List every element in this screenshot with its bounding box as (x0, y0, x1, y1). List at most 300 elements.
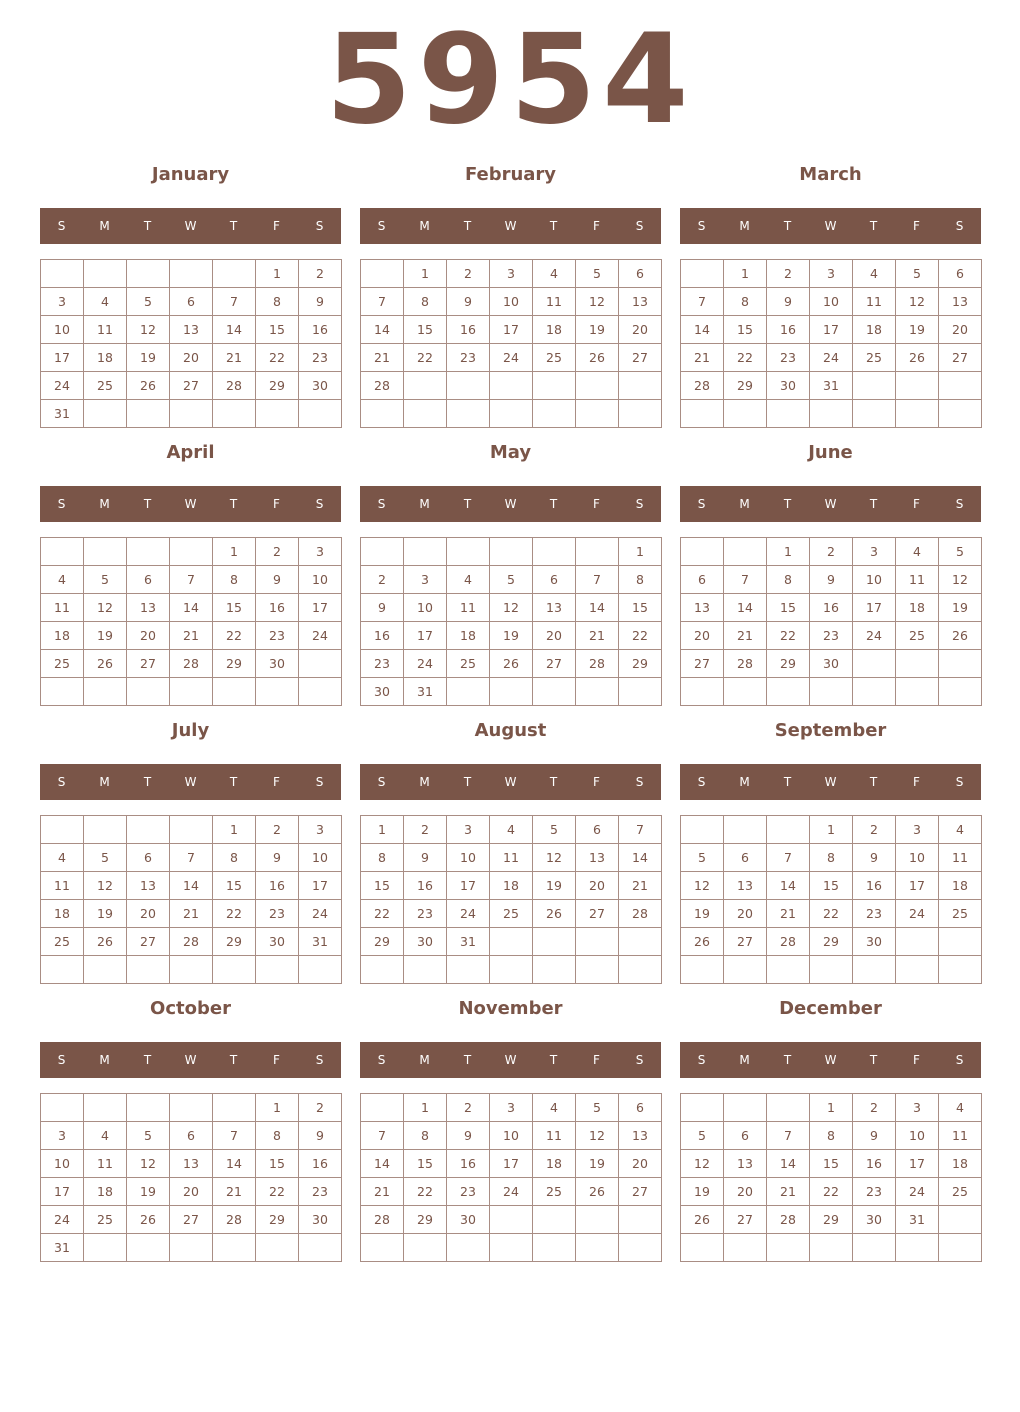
day-cell: 1 (810, 816, 853, 844)
day-cell (170, 260, 213, 288)
day-cell: 8 (619, 566, 662, 594)
weekday-label: T (229, 219, 238, 233)
weekday-header (40, 1042, 341, 1078)
day-cell: 23 (404, 900, 447, 928)
day-cell: 4 (853, 260, 896, 288)
day-cell: 1 (213, 816, 256, 844)
day-cell: 20 (127, 622, 170, 650)
day-cell (853, 956, 896, 984)
day-cell (213, 956, 256, 984)
day-cell (299, 678, 342, 706)
weekday-header (680, 1042, 981, 1078)
day-cell: 28 (724, 650, 767, 678)
day-cell (896, 956, 939, 984)
day-cell: 8 (256, 288, 299, 316)
day-cell: 18 (41, 900, 84, 928)
day-cell (681, 538, 724, 566)
day-cell: 13 (170, 316, 213, 344)
day-cell (84, 678, 127, 706)
day-cell: 24 (896, 1178, 939, 1206)
day-cell: 27 (724, 1206, 767, 1234)
day-cell (576, 1206, 619, 1234)
day-cell (361, 956, 404, 984)
day-cell (681, 956, 724, 984)
day-grid (40, 537, 342, 706)
day-cell: 4 (84, 288, 127, 316)
weekday-label: S (57, 219, 66, 233)
day-cell (447, 678, 490, 706)
day-cell: 7 (361, 1122, 404, 1150)
weekday-label: T (463, 497, 472, 511)
day-cell: 23 (256, 622, 299, 650)
day-cell (213, 1234, 256, 1262)
day-cell: 29 (767, 650, 810, 678)
weekday-label: W (184, 497, 197, 511)
day-cell: 23 (853, 1178, 896, 1206)
day-cell: 22 (213, 622, 256, 650)
day-cell (681, 400, 724, 428)
day-cell: 24 (490, 344, 533, 372)
day-cell (853, 372, 896, 400)
day-cell: 12 (127, 1150, 170, 1178)
day-cell (490, 678, 533, 706)
day-cell: 21 (619, 872, 662, 900)
day-cell: 1 (767, 538, 810, 566)
day-cell: 30 (853, 928, 896, 956)
day-cell: 8 (256, 1122, 299, 1150)
day-cell: 9 (256, 566, 299, 594)
day-cell: 27 (170, 372, 213, 400)
weekday-label: S (635, 775, 644, 789)
day-cell: 31 (810, 372, 853, 400)
day-cell: 1 (810, 1094, 853, 1122)
day-cell (896, 1234, 939, 1262)
weekday-label: M (739, 219, 750, 233)
day-cell: 12 (576, 1122, 619, 1150)
day-cell (84, 260, 127, 288)
day-cell (681, 816, 724, 844)
day-cell: 5 (681, 1122, 724, 1150)
day-cell: 22 (810, 1178, 853, 1206)
day-cell: 15 (404, 316, 447, 344)
day-cell (853, 400, 896, 428)
day-cell: 19 (896, 316, 939, 344)
day-cell (213, 400, 256, 428)
day-cell: 24 (41, 1206, 84, 1234)
day-cell: 30 (299, 1206, 342, 1234)
day-cell: 28 (361, 372, 404, 400)
day-cell: 27 (576, 900, 619, 928)
day-cell: 20 (619, 1150, 662, 1178)
day-cell: 30 (404, 928, 447, 956)
day-cell: 19 (681, 1178, 724, 1206)
day-cell (853, 1234, 896, 1262)
day-grid (360, 815, 662, 984)
weekday-label: F (913, 497, 920, 511)
day-cell: 12 (681, 872, 724, 900)
day-cell: 28 (213, 1206, 256, 1234)
weekday-label: T (143, 775, 152, 789)
day-cell: 29 (213, 928, 256, 956)
day-cell (619, 928, 662, 956)
day-cell (939, 678, 982, 706)
day-cell: 10 (41, 1150, 84, 1178)
day-cell (127, 260, 170, 288)
day-cell: 27 (724, 928, 767, 956)
day-cell: 22 (404, 344, 447, 372)
day-cell: 12 (533, 844, 576, 872)
day-cell: 1 (619, 538, 662, 566)
weekday-label: F (273, 497, 280, 511)
day-cell: 11 (41, 872, 84, 900)
day-cell (127, 678, 170, 706)
weekday-label: M (739, 1053, 750, 1067)
day-cell: 31 (41, 1234, 84, 1262)
day-cell (41, 956, 84, 984)
day-cell: 18 (896, 594, 939, 622)
month-name: February (464, 164, 557, 185)
day-cell (490, 538, 533, 566)
weekday-header (680, 764, 981, 800)
day-cell (170, 816, 213, 844)
day-cell: 25 (533, 1178, 576, 1206)
day-cell (853, 678, 896, 706)
day-cell (447, 372, 490, 400)
month-name: April (166, 442, 215, 463)
weekday-label: F (593, 219, 600, 233)
day-cell: 8 (810, 1122, 853, 1150)
day-cell (299, 400, 342, 428)
day-cell: 13 (939, 288, 982, 316)
day-cell (767, 400, 810, 428)
day-cell: 25 (896, 622, 939, 650)
day-cell: 26 (681, 928, 724, 956)
day-cell: 14 (767, 872, 810, 900)
weekday-label: S (635, 1053, 644, 1067)
day-cell: 23 (256, 900, 299, 928)
day-cell: 27 (681, 650, 724, 678)
day-cell: 25 (939, 1178, 982, 1206)
day-cell: 3 (299, 538, 342, 566)
day-cell: 29 (256, 372, 299, 400)
day-cell: 26 (576, 1178, 619, 1206)
weekday-label: F (593, 775, 600, 789)
weekday-label: W (824, 775, 837, 789)
weekday-label: T (869, 1053, 878, 1067)
day-cell (170, 538, 213, 566)
day-cell (896, 678, 939, 706)
day-cell (939, 400, 982, 428)
day-cell: 28 (576, 650, 619, 678)
weekday-label: S (635, 219, 644, 233)
day-cell: 26 (127, 1206, 170, 1234)
day-cell: 24 (853, 622, 896, 650)
day-cell: 19 (939, 594, 982, 622)
day-cell: 21 (213, 344, 256, 372)
day-cell (619, 1206, 662, 1234)
day-cell: 22 (724, 344, 767, 372)
day-cell (810, 956, 853, 984)
day-cell: 31 (299, 928, 342, 956)
day-cell: 3 (490, 260, 533, 288)
day-cell: 6 (127, 566, 170, 594)
day-cell: 2 (299, 260, 342, 288)
day-cell: 6 (681, 566, 724, 594)
day-cell: 6 (170, 1122, 213, 1150)
day-cell (84, 400, 127, 428)
day-cell (490, 1234, 533, 1262)
day-cell: 22 (256, 344, 299, 372)
day-cell: 14 (576, 594, 619, 622)
day-cell: 20 (619, 316, 662, 344)
day-cell: 6 (619, 260, 662, 288)
day-cell: 20 (939, 316, 982, 344)
weekday-label: T (783, 497, 792, 511)
day-cell: 28 (170, 928, 213, 956)
day-cell: 2 (447, 260, 490, 288)
month-name: July (171, 720, 210, 741)
day-cell: 1 (404, 1094, 447, 1122)
day-cell: 5 (576, 260, 619, 288)
day-cell (404, 538, 447, 566)
day-cell (576, 1234, 619, 1262)
weekday-label: F (273, 219, 280, 233)
day-cell (576, 928, 619, 956)
day-cell (533, 1206, 576, 1234)
weekday-label: T (143, 1053, 152, 1067)
day-cell: 9 (299, 288, 342, 316)
weekday-label: W (184, 775, 197, 789)
day-cell: 9 (853, 844, 896, 872)
weekday-label: S (377, 1053, 386, 1067)
day-cell: 25 (533, 344, 576, 372)
day-cell: 5 (84, 566, 127, 594)
weekday-label: M (419, 219, 430, 233)
day-cell (939, 650, 982, 678)
day-cell: 9 (767, 288, 810, 316)
day-cell (810, 400, 853, 428)
day-cell: 10 (490, 288, 533, 316)
day-cell: 4 (41, 566, 84, 594)
day-cell: 3 (896, 1094, 939, 1122)
day-cell: 8 (810, 844, 853, 872)
day-cell: 20 (724, 900, 767, 928)
day-cell (404, 1234, 447, 1262)
day-grid (40, 1093, 342, 1262)
day-cell: 22 (767, 622, 810, 650)
day-cell: 17 (404, 622, 447, 650)
day-cell: 15 (810, 1150, 853, 1178)
day-cell (361, 400, 404, 428)
day-cell: 10 (853, 566, 896, 594)
day-cell: 17 (299, 594, 342, 622)
day-cell: 3 (41, 1122, 84, 1150)
day-cell: 14 (361, 1150, 404, 1178)
day-cell: 13 (619, 1122, 662, 1150)
day-cell: 30 (299, 372, 342, 400)
day-cell: 7 (724, 566, 767, 594)
day-cell: 13 (681, 594, 724, 622)
day-cell: 14 (213, 1150, 256, 1178)
day-cell: 23 (810, 622, 853, 650)
day-cell: 6 (170, 288, 213, 316)
day-cell (127, 816, 170, 844)
day-cell: 13 (533, 594, 576, 622)
day-cell: 23 (299, 1178, 342, 1206)
day-cell (724, 400, 767, 428)
day-cell (939, 956, 982, 984)
day-cell (84, 816, 127, 844)
weekday-label: T (549, 775, 558, 789)
day-cell: 30 (447, 1206, 490, 1234)
day-cell: 30 (810, 650, 853, 678)
day-cell (170, 1234, 213, 1262)
day-cell: 23 (299, 344, 342, 372)
weekday-label: S (57, 1053, 66, 1067)
day-cell (576, 400, 619, 428)
day-cell: 1 (256, 1094, 299, 1122)
weekday-label: F (913, 1053, 920, 1067)
day-cell: 18 (84, 344, 127, 372)
day-cell: 10 (896, 844, 939, 872)
day-cell: 21 (361, 1178, 404, 1206)
day-cell (127, 538, 170, 566)
day-cell: 2 (767, 260, 810, 288)
year-title: 5954 (325, 8, 695, 152)
day-cell: 14 (170, 872, 213, 900)
day-cell: 3 (41, 288, 84, 316)
day-cell: 7 (767, 1122, 810, 1150)
day-cell (361, 1234, 404, 1262)
day-cell: 28 (767, 928, 810, 956)
day-cell: 6 (724, 1122, 767, 1150)
day-cell: 28 (213, 372, 256, 400)
month-name: March (799, 164, 862, 185)
weekday-header (360, 1042, 661, 1078)
day-cell: 12 (490, 594, 533, 622)
day-cell (896, 400, 939, 428)
weekday-label: F (273, 1053, 280, 1067)
day-cell: 2 (361, 566, 404, 594)
day-cell: 21 (576, 622, 619, 650)
day-cell (170, 678, 213, 706)
day-cell: 15 (724, 316, 767, 344)
weekday-label: W (504, 497, 517, 511)
day-cell (810, 1234, 853, 1262)
day-cell: 22 (256, 1178, 299, 1206)
day-cell (853, 650, 896, 678)
day-cell: 19 (84, 900, 127, 928)
day-cell: 3 (490, 1094, 533, 1122)
day-cell: 8 (213, 844, 256, 872)
day-cell: 10 (404, 594, 447, 622)
day-cell (767, 956, 810, 984)
day-cell: 4 (939, 816, 982, 844)
weekday-header (40, 208, 341, 244)
day-cell (681, 1094, 724, 1122)
day-cell: 6 (576, 816, 619, 844)
day-cell: 13 (619, 288, 662, 316)
day-cell: 12 (939, 566, 982, 594)
day-cell: 21 (724, 622, 767, 650)
day-cell: 16 (447, 316, 490, 344)
day-cell (447, 538, 490, 566)
day-cell: 9 (447, 1122, 490, 1150)
day-cell (127, 956, 170, 984)
day-cell (256, 400, 299, 428)
day-cell: 11 (490, 844, 533, 872)
weekday-label: T (143, 219, 152, 233)
day-cell (84, 538, 127, 566)
weekday-label: T (549, 497, 558, 511)
day-cell: 29 (404, 1206, 447, 1234)
day-cell: 16 (404, 872, 447, 900)
day-cell: 29 (810, 1206, 853, 1234)
day-cell: 19 (490, 622, 533, 650)
day-cell (939, 928, 982, 956)
day-cell: 4 (447, 566, 490, 594)
weekday-label: T (549, 219, 558, 233)
day-cell: 24 (299, 900, 342, 928)
day-cell: 29 (361, 928, 404, 956)
day-cell: 9 (853, 1122, 896, 1150)
day-cell: 18 (84, 1178, 127, 1206)
day-cell (447, 956, 490, 984)
day-cell: 17 (853, 594, 896, 622)
day-cell: 15 (619, 594, 662, 622)
day-cell: 26 (84, 650, 127, 678)
weekday-label: T (143, 497, 152, 511)
day-cell: 24 (299, 622, 342, 650)
day-cell: 2 (853, 1094, 896, 1122)
weekday-label: S (697, 1053, 706, 1067)
weekday-label: M (99, 497, 110, 511)
day-cell: 11 (533, 288, 576, 316)
weekday-label: M (99, 775, 110, 789)
day-cell: 1 (213, 538, 256, 566)
day-cell: 16 (767, 316, 810, 344)
day-cell: 4 (41, 844, 84, 872)
day-cell: 4 (939, 1094, 982, 1122)
day-cell: 24 (41, 372, 84, 400)
weekday-label: T (229, 497, 238, 511)
day-cell: 21 (170, 900, 213, 928)
day-cell: 26 (84, 928, 127, 956)
day-cell: 22 (619, 622, 662, 650)
day-cell: 30 (256, 928, 299, 956)
day-cell (256, 956, 299, 984)
day-cell (681, 1234, 724, 1262)
day-cell (619, 678, 662, 706)
weekday-label: F (593, 497, 600, 511)
day-cell: 8 (404, 288, 447, 316)
day-cell: 6 (724, 844, 767, 872)
day-cell: 26 (681, 1206, 724, 1234)
day-cell: 11 (896, 566, 939, 594)
weekday-label: S (377, 775, 386, 789)
month-name: June (808, 442, 853, 463)
day-cell: 27 (170, 1206, 213, 1234)
day-cell: 23 (767, 344, 810, 372)
day-cell (533, 678, 576, 706)
day-cell: 10 (447, 844, 490, 872)
day-cell: 11 (939, 844, 982, 872)
day-cell: 16 (853, 1150, 896, 1178)
day-cell: 4 (533, 1094, 576, 1122)
day-cell: 3 (810, 260, 853, 288)
day-cell (127, 400, 170, 428)
day-cell: 18 (447, 622, 490, 650)
